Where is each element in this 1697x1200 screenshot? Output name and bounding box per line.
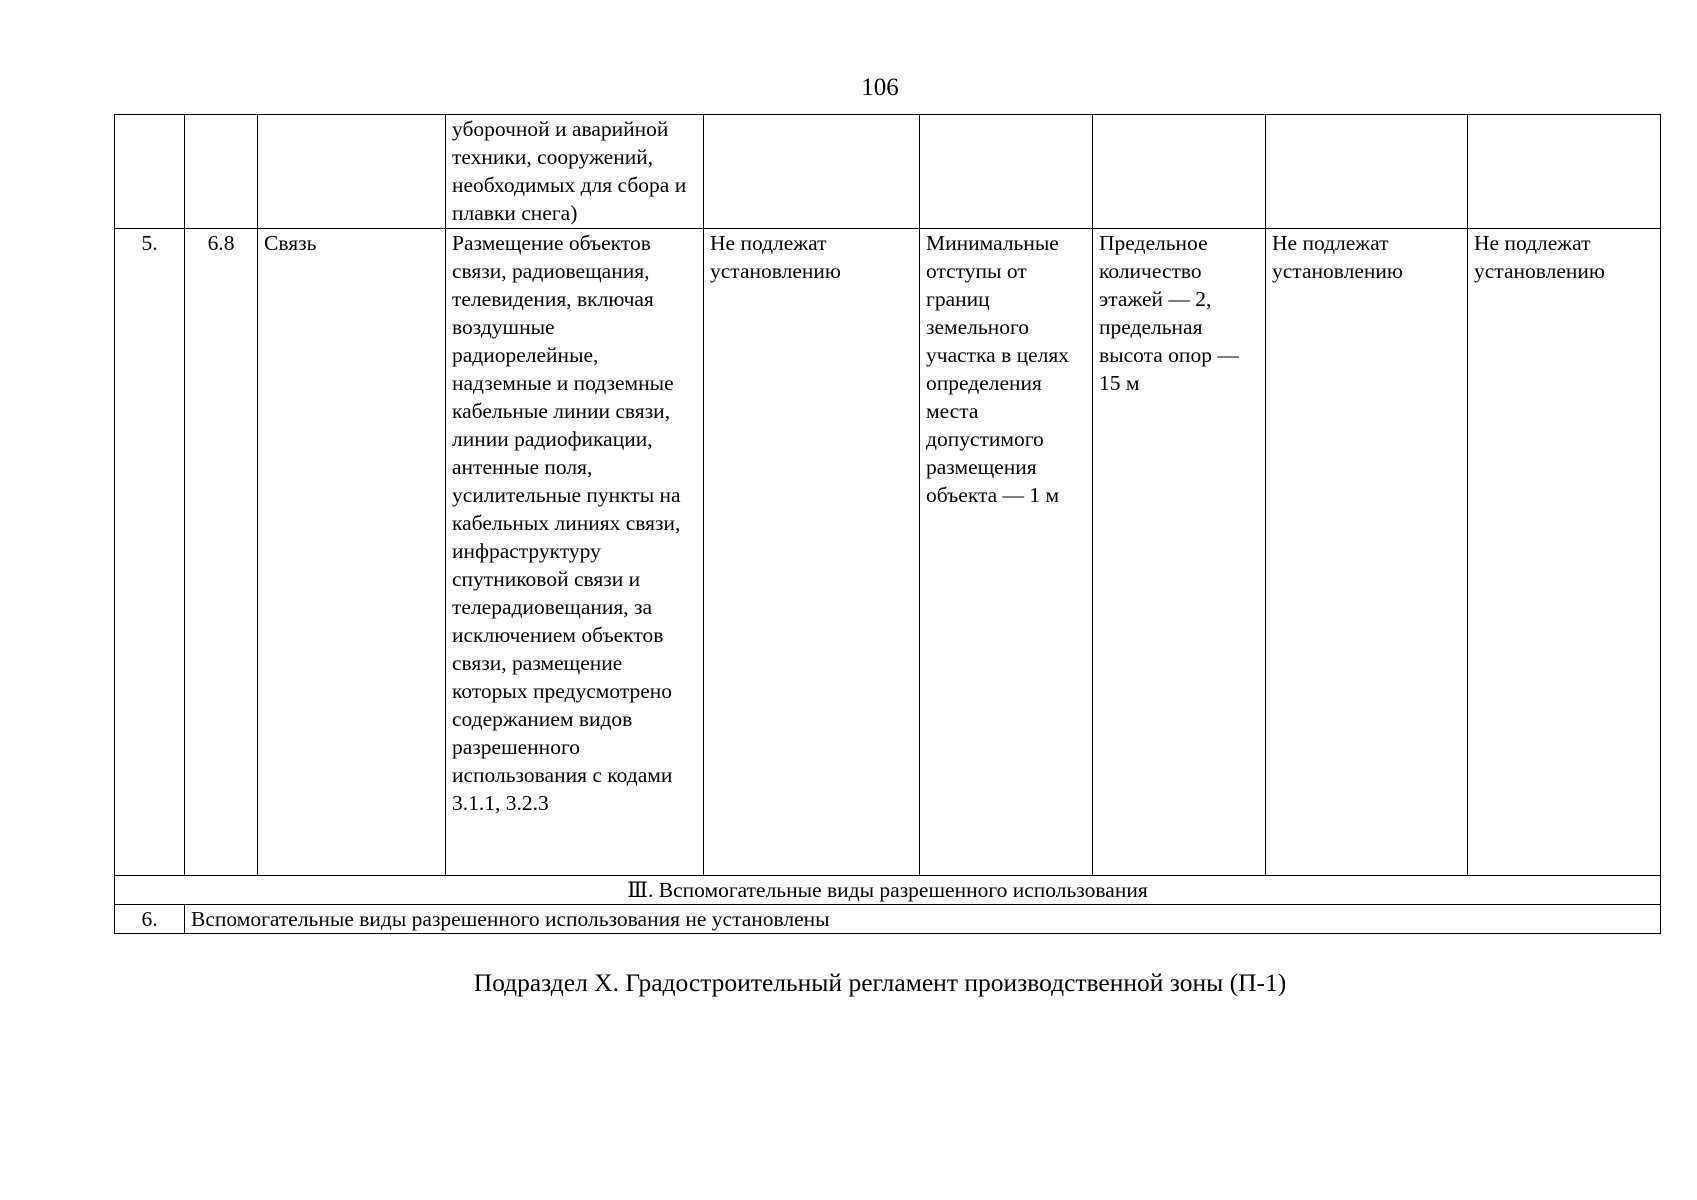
table-cell bbox=[920, 115, 1093, 229]
table-row bbox=[115, 115, 1661, 229]
table-cell: Предельное количество этажей — 2, предельная высота опор — 15 м bbox=[1093, 229, 1266, 876]
table-cell: уборочной и аварийной техники, сооружений, необходимых для сбора и плавки снега) bbox=[446, 115, 704, 229]
table-row bbox=[115, 229, 1661, 876]
subsection-title: Подраздел X. Градостроительный регламент производственной зоны (П-1) bbox=[473, 968, 1287, 997]
table-cell bbox=[704, 115, 920, 229]
page-number: 106 bbox=[861, 74, 899, 101]
table-cell bbox=[185, 115, 258, 229]
use-name: Связь bbox=[258, 229, 446, 876]
regulation-table bbox=[114, 114, 1661, 934]
row-number: 6. bbox=[115, 905, 185, 934]
table-cell bbox=[1266, 115, 1468, 229]
use-description: Размещение объектов связи, радиовещания, телевидения, включая воздушные радиорелейные, надземные и подземные кабельные линии связи, линии радиофикации, антенные поля, усилительные пункты на кабельных линиях связи, инфраструктуру спутниковой связи и телерадиовещания, за исключением объектов связи, размещение которых предусмотрено содержанием видов разрешенного использования с кодами 3.1.1, 3.2.3 bbox=[446, 229, 704, 876]
section-header: Ⅲ. Вспомогательные виды разрешенного использования bbox=[115, 876, 1661, 905]
table-cell bbox=[1093, 115, 1266, 229]
table-cell bbox=[1468, 115, 1661, 229]
table-row bbox=[115, 905, 1661, 934]
table-cell: Не подлежат установлению bbox=[1468, 229, 1661, 876]
row-number: 5. bbox=[115, 229, 185, 876]
table-cell bbox=[115, 115, 185, 229]
table-cell: Вспомогательные виды разрешенного использования не установлены bbox=[185, 905, 1661, 934]
section-header-row bbox=[115, 876, 1661, 905]
table-cell: Минимальные отступы от границ земельного участка в целях определения места допустимого размещения объекта — 1 м bbox=[920, 229, 1093, 876]
table-cell bbox=[258, 115, 446, 229]
table-cell: Не подлежат установлению bbox=[1266, 229, 1468, 876]
table-cell: Не подлежат установлению bbox=[704, 229, 920, 876]
use-code: 6.8 bbox=[185, 229, 258, 876]
